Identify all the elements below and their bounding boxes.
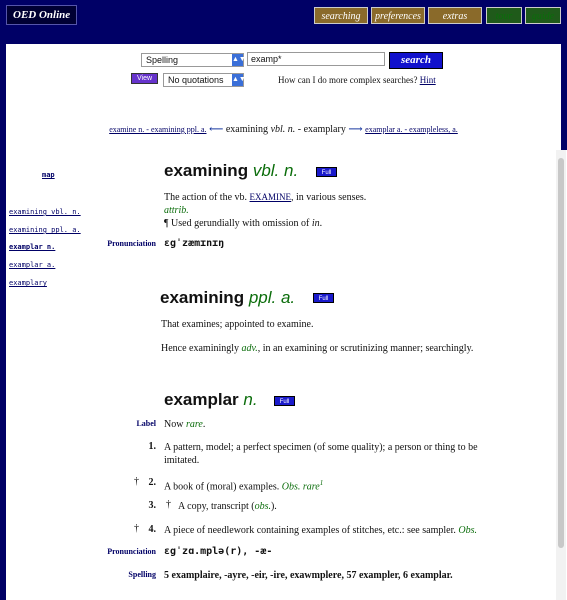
sense-number: 4. — [148, 524, 156, 535]
gerund-note — [164, 217, 322, 230]
nav-searching-button[interactable]: searching — [314, 7, 368, 24]
usage-end: . — [202, 419, 206, 430]
headword-text: examining — [160, 288, 245, 307]
usage-label — [164, 418, 205, 431]
obsolete-label: Obs. — [458, 525, 477, 536]
entry-headword — [160, 288, 295, 308]
full-entry-button[interactable]: Full — [313, 293, 334, 303]
quotations-value: No quotations — [168, 75, 224, 85]
search-field-value: Spelling — [146, 55, 179, 65]
sense-line: A pattern, model; a perfect specimen (of some quality); a person or thing to be — [164, 442, 478, 453]
nav-extras-button[interactable]: extras — [428, 7, 482, 24]
pronunciation-label: Pronunciation — [107, 239, 156, 248]
sense-number: 1. — [148, 441, 156, 452]
chevron-down-icon: ▲▼ — [232, 74, 243, 86]
search-field-select[interactable] — [141, 53, 244, 67]
definition — [164, 191, 366, 204]
sidebar-item-examplar-a[interactable]: examplar a. — [9, 261, 56, 269]
definition-text: , in various senses. — [291, 192, 367, 203]
sense-text — [164, 477, 323, 493]
superscript: 1 — [319, 479, 324, 487]
entry-headword — [164, 161, 298, 181]
derivative-text: , in an examining or scrutinizing manner; searchingly. — [257, 343, 474, 354]
obsolete-label: obs. — [254, 501, 271, 512]
help-line — [278, 75, 436, 85]
sidebar-map-link[interactable]: map — [42, 171, 55, 179]
current-entry-pos: vbl. n. — [270, 124, 296, 135]
sense-line: ). — [270, 501, 277, 512]
gerund-in: in — [311, 218, 320, 229]
derivative-text: Hence examiningly — [161, 343, 240, 354]
gerund-end: . — [319, 218, 323, 229]
prev-entries-link[interactable]: examine n. - examining ppl. a. — [109, 125, 207, 134]
pronunciation: ɛgˈzæmɪnɪŋ — [164, 238, 225, 249]
view-button[interactable]: View — [131, 73, 158, 84]
headword-text: examplar — [164, 390, 239, 409]
help-text: How can I do more complex searches? — [278, 75, 418, 85]
gerund-text: ¶ Used gerundially with omission of — [164, 218, 310, 229]
obsolete-dagger: † — [134, 476, 139, 487]
entry-navigation — [0, 124, 567, 135]
vertical-scrollbar[interactable] — [556, 150, 566, 600]
arrow-left-icon: ⟵ — [209, 124, 224, 135]
sidebar-item-examplary[interactable]: examplary — [9, 279, 47, 287]
headword-pos: ppl. a. — [248, 288, 296, 307]
sense-line: A piece of needlework containing examples of stitches, etc.: see sampler. — [164, 525, 456, 536]
search-button[interactable]: search — [389, 52, 443, 69]
sense-text — [178, 500, 277, 513]
obsolete-dagger: † — [166, 499, 171, 510]
current-entry-end: - examplary — [297, 124, 346, 135]
usage-text: Now — [164, 419, 184, 430]
search-input[interactable]: examp* — [247, 52, 385, 66]
entry-headword — [164, 390, 258, 410]
label-label: Label — [136, 419, 156, 428]
derivative-pos: adv. — [241, 343, 258, 354]
oed-logo[interactable]: OED Online — [6, 5, 77, 25]
attrib-label: attrib. — [164, 205, 189, 216]
nav-tour-button[interactable]: tour — [486, 7, 522, 24]
obsolete-dagger: † — [134, 523, 139, 534]
sense-line: A book of (moral) examples. — [164, 481, 280, 493]
chevron-down-icon: ▲▼ — [232, 54, 243, 66]
nav-preferences-button[interactable]: preferences — [371, 7, 425, 24]
scrollbar-thumb[interactable] — [558, 158, 564, 548]
nav-guide-button[interactable]: guide — [525, 7, 561, 24]
sense-line: A copy, transcript ( — [178, 501, 255, 512]
derivative-note — [161, 342, 473, 355]
spelling-forms: 5 examplaire, -ayre, -eir, -ire, exawmplere, 57 exampler, 6 examplar. — [164, 570, 453, 581]
obsolete-label: Obs. rare — [281, 481, 320, 493]
quotations-select[interactable] — [163, 73, 244, 87]
sidebar-item-examining-vbl[interactable]: examining vbl. n. — [9, 208, 81, 216]
definition-text: The action of the vb. — [164, 192, 248, 203]
headword-pos: n. — [243, 390, 258, 409]
full-entry-button[interactable]: Full — [316, 167, 337, 177]
spelling-label: Spelling — [128, 570, 156, 579]
sense-number: 3. — [148, 500, 156, 511]
sense-line: imitated. — [164, 455, 200, 466]
pronunciation-label: Pronunciation — [107, 547, 156, 556]
hint-link[interactable]: Hint — [419, 75, 436, 85]
top-bar — [0, 0, 567, 44]
sidebar-item-examining-ppl[interactable]: examining ppl. a. — [9, 226, 81, 234]
pronunciation: ɛgˈzɑ.mplə(r), -æ- — [164, 546, 273, 557]
sense-number: 2. — [148, 477, 156, 488]
sense-text — [164, 524, 477, 537]
usage-rare: rare — [185, 419, 203, 430]
full-entry-button[interactable]: Full — [274, 396, 295, 406]
sidebar-item-examplar-n[interactable]: examplar n. — [9, 243, 56, 251]
next-entries-link[interactable]: examplar a. - exampleless, a. — [365, 125, 458, 134]
headword-pos: vbl. n. — [252, 161, 299, 180]
headword-text: examining — [164, 161, 249, 180]
cross-reference-link[interactable]: EXAMINE — [249, 192, 292, 202]
current-entry-word: examining — [225, 124, 269, 135]
arrow-right-icon: ⟶ — [348, 124, 363, 135]
definition: That examines; appointed to examine. — [161, 319, 314, 330]
sense-text — [164, 441, 544, 467]
